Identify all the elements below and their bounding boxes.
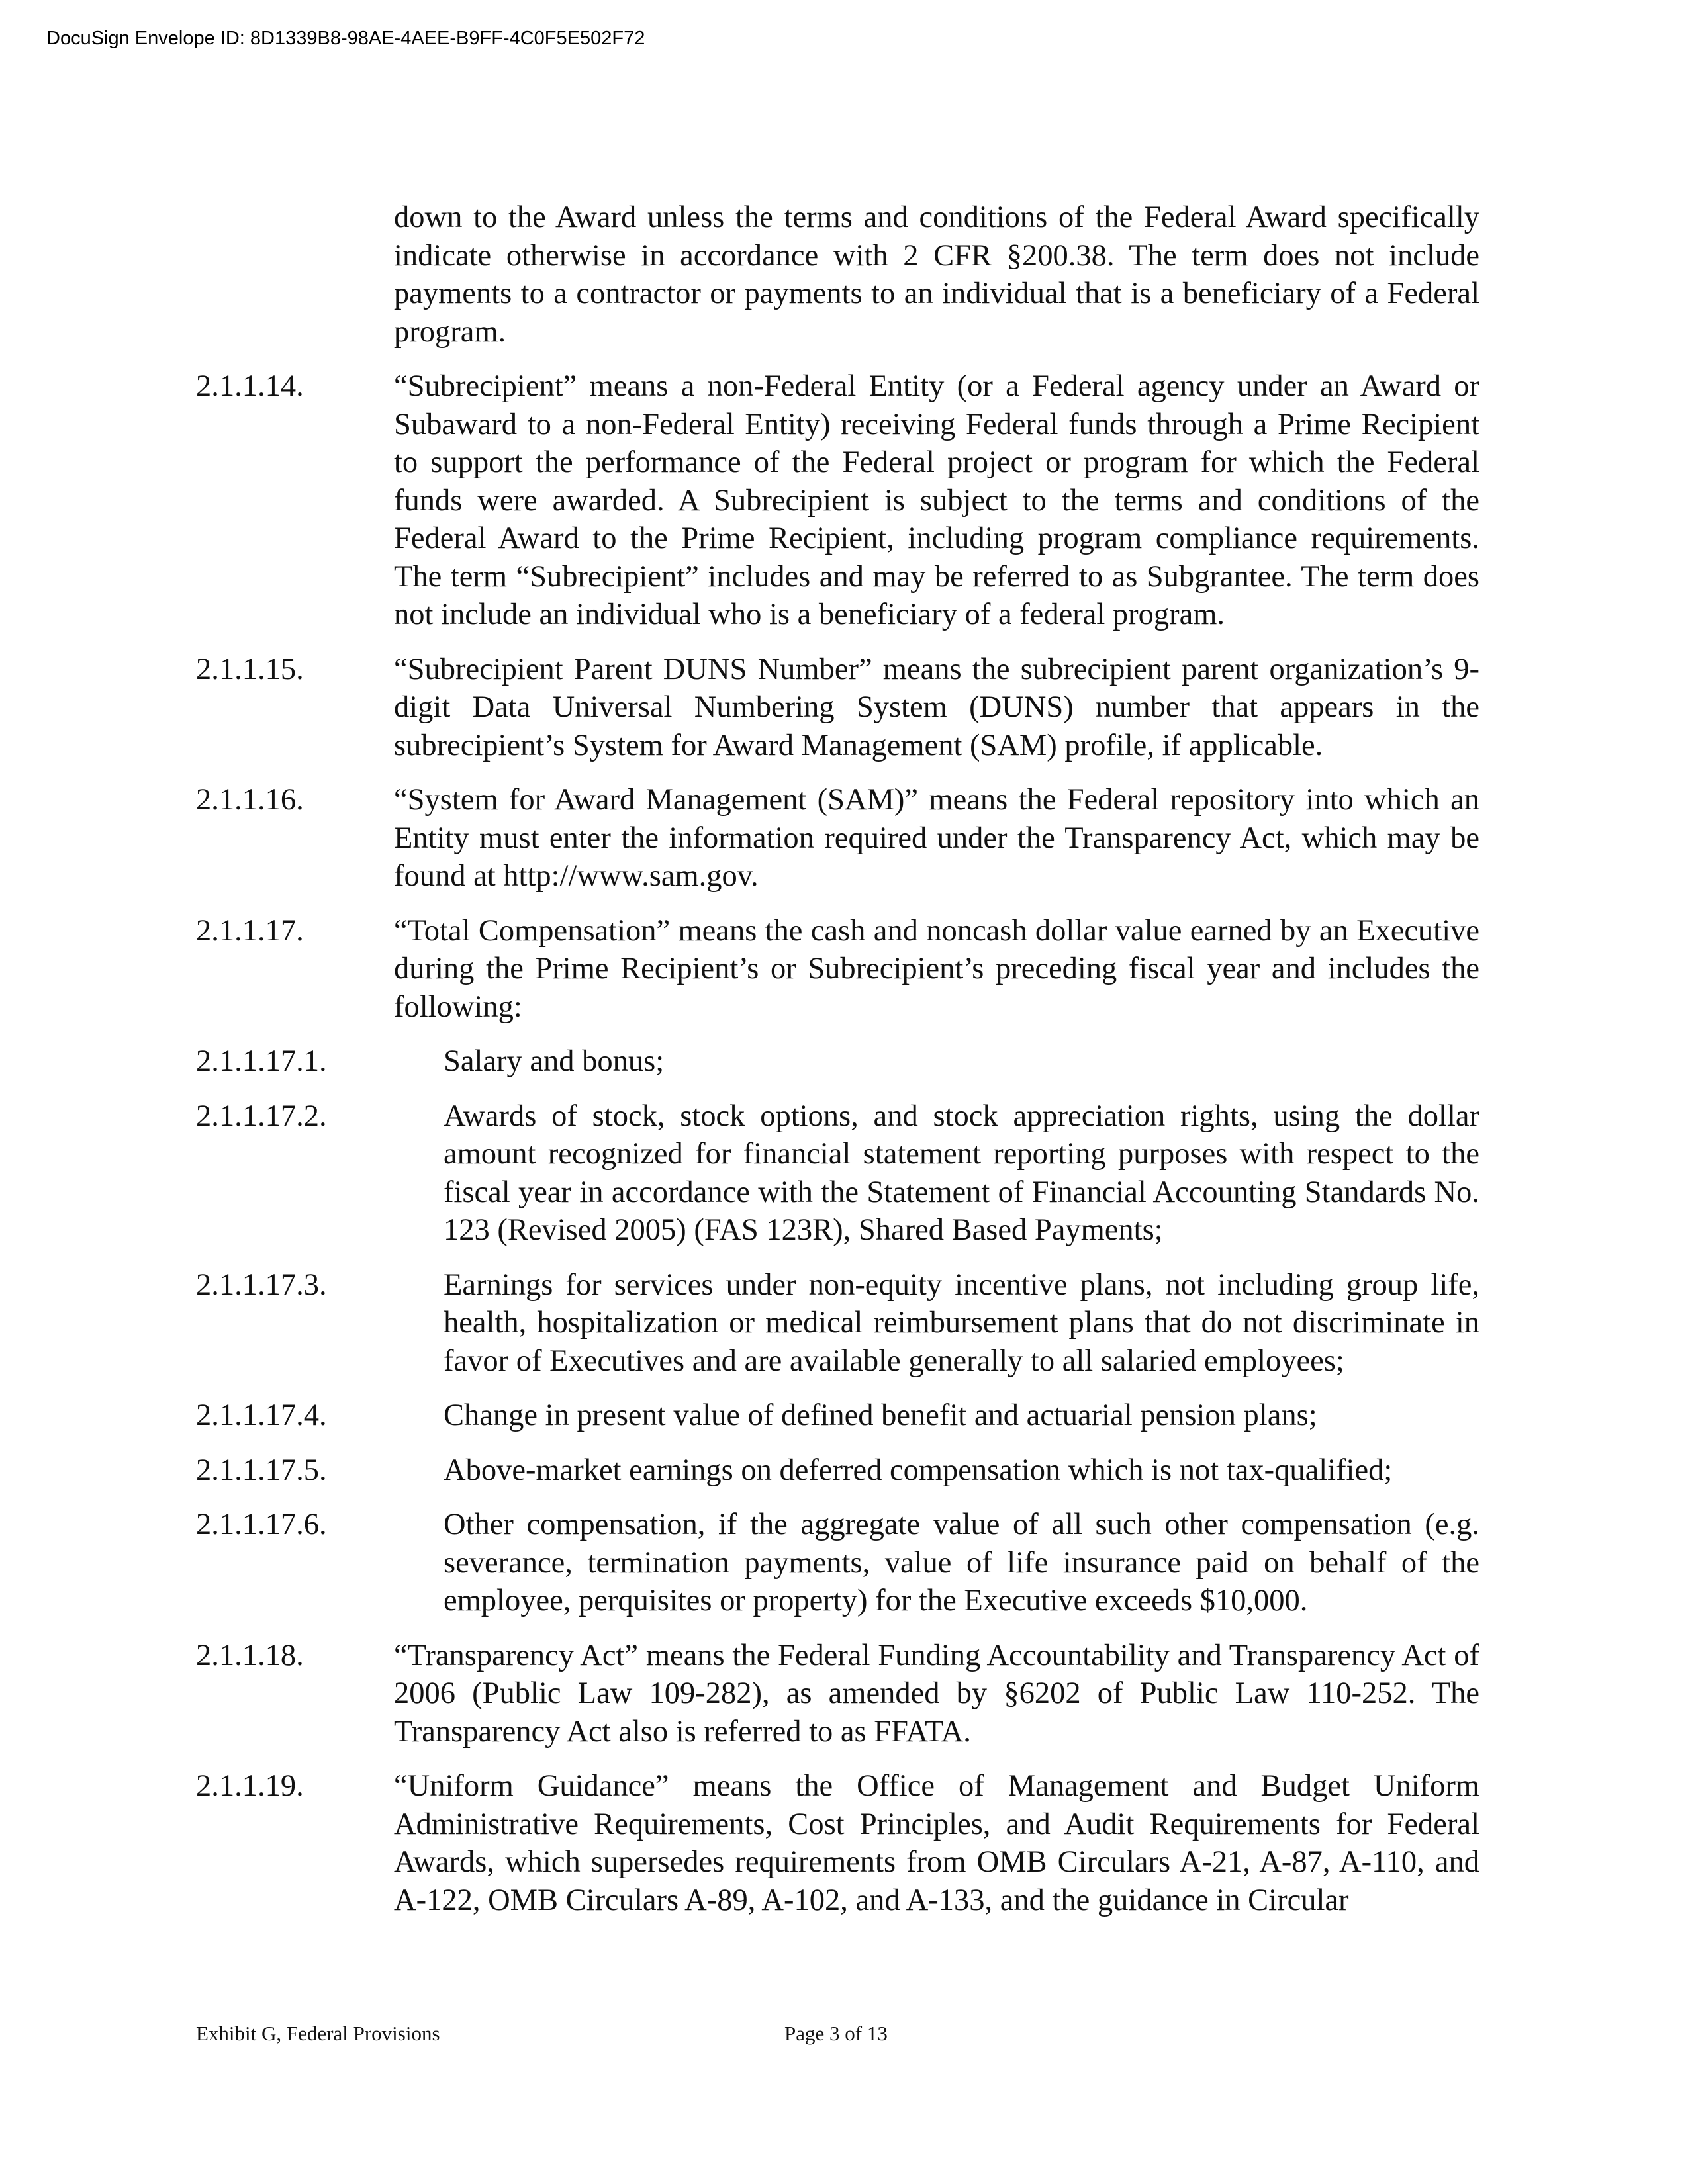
section-number: 2.1.1.16. xyxy=(196,783,304,817)
section-2-1-1-17-3 xyxy=(0,1266,1688,1381)
section-text: “System for Award Management (SAM)” means the Federal repository into which an Entity must enter the information required under the Transparency Act, which may be found at http://www.sam.gov. xyxy=(394,783,1479,893)
section-text: Change in present value of defined benefit and actuarial pension plans; xyxy=(444,1398,1317,1432)
footer-exhibit-title: Exhibit G, Federal Provisions xyxy=(196,2022,440,2045)
section-text: Other compensation, if the aggregate value of all such other compensation (e.g. severance, termination payments, value of life insurance paid on behalf of the employee, perquisites or property) for the Executive exceeds $10,000. xyxy=(444,1508,1479,1617)
section-2-1-1-17-6 xyxy=(0,1506,1688,1620)
section-2-1-1-17-5 xyxy=(0,1451,1688,1490)
section-text: Awards of stock, stock options, and stock appreciation rights, using the dollar amount recognized for financial statement reporting purposes with respect to the fiscal year in accordance with the Statement of Financial Accounting Standards No. 123 (Revised 2005) (FAS 123R), Shared Based Payments; xyxy=(444,1099,1479,1247)
docusign-envelope-id: DocuSign Envelope ID: 8D1339B8-98AE-4AEE-B9FF-4C0F5E502F72 xyxy=(46,28,645,49)
section-text: “Transparency Act” means the Federal Funding Accountability and Transparency Act of 2006 (Public Law 109-282), as amended by §6202 of Public Law 110-252. The Transparency Act also is referred to as FFATA. xyxy=(394,1638,1479,1749)
section-number: 2.1.1.15. xyxy=(196,652,304,686)
section-2-1-1-15 xyxy=(0,651,1688,765)
section-2-1-1-16 xyxy=(0,781,1688,895)
section-number: 2.1.1.17. xyxy=(196,913,304,948)
section-text: “Uniform Guidance” means the Office of Management and Budget Uniform Administrative Requirements, Cost Principles, and Audit Requirements for Federal Awards, which supersedes requirements from OMB Circulars A-21, A-87, A-110, and A-122, OMB Circulars A-89, A-102, and A-133, and the guidance in Circular xyxy=(394,1769,1479,1917)
section-number: 2.1.1.19. xyxy=(196,1769,304,1803)
section-number: 2.1.1.14. xyxy=(196,369,304,403)
section-number: 2.1.1.17.1. xyxy=(196,1044,327,1078)
section-text: “Subrecipient Parent DUNS Number” means the subrecipient parent organization’s 9-digit Data Universal Numbering System (DUNS) number that appears in the subrecipient’s System for Award Management (SAM) profile, if applicable. xyxy=(394,652,1479,762)
section-text: “Subrecipient” means a non-Federal Entity (or a Federal agency under an Award or Subaward to a non-Federal Entity) receiving Federal funds through a Prime Recipient to support the performance of the Federal project or program for which the Federal funds were awarded. A Subrecipient is subject to the terms and conditions of the Federal Award to the Prime Recipient, including program compliance requirements. The term “Subrecipient” includes and may be referred to as Subgrantee. The term does not include an individual who is a beneficiary of a federal program. xyxy=(394,369,1479,631)
continuation-paragraph xyxy=(0,199,1688,351)
section-number: 2.1.1.17.3. xyxy=(196,1267,327,1302)
section-2-1-1-17-1 xyxy=(0,1042,1688,1081)
section-2-1-1-17 xyxy=(0,912,1688,1026)
section-text: Above-market earnings on deferred compensation which is not tax-qualified; xyxy=(444,1453,1393,1487)
section-2-1-1-17-2 xyxy=(0,1097,1688,1250)
section-2-1-1-19 xyxy=(0,1767,1688,1919)
footer-page-number: Page 3 of 13 xyxy=(784,2022,888,2045)
document-body xyxy=(0,199,1688,1919)
section-2-1-1-17-4 xyxy=(0,1396,1688,1435)
section-2-1-1-18 xyxy=(0,1637,1688,1751)
section-number: 2.1.1.17.2. xyxy=(196,1099,327,1133)
section-text: “Total Compensation” means the cash and noncash dollar value earned by an Executive during the Prime Recipient’s or Subrecipient’s preceding fiscal year and includes the following: xyxy=(394,913,1479,1024)
section-number: 2.1.1.17.5. xyxy=(196,1453,327,1487)
section-2-1-1-14 xyxy=(0,367,1688,634)
section-number: 2.1.1.18. xyxy=(196,1638,304,1672)
section-text: Earnings for services under non-equity incentive plans, not including group life, health, hospitalization or medical reimbursement plans that do not discriminate in favor of Executives and are available generally to all salaried employees; xyxy=(444,1267,1479,1378)
section-number: 2.1.1.17.4. xyxy=(196,1398,327,1432)
paragraph-text: down to the Award unless the terms and conditions of the Federal Award specifically indicate otherwise in accordance with 2 CFR §200.38. The term does not include payments to a contractor or payments to an individual that is a beneficiary of a Federal program. xyxy=(394,201,1479,349)
section-text: Salary and bonus; xyxy=(444,1044,665,1078)
section-number: 2.1.1.17.6. xyxy=(196,1508,327,1541)
